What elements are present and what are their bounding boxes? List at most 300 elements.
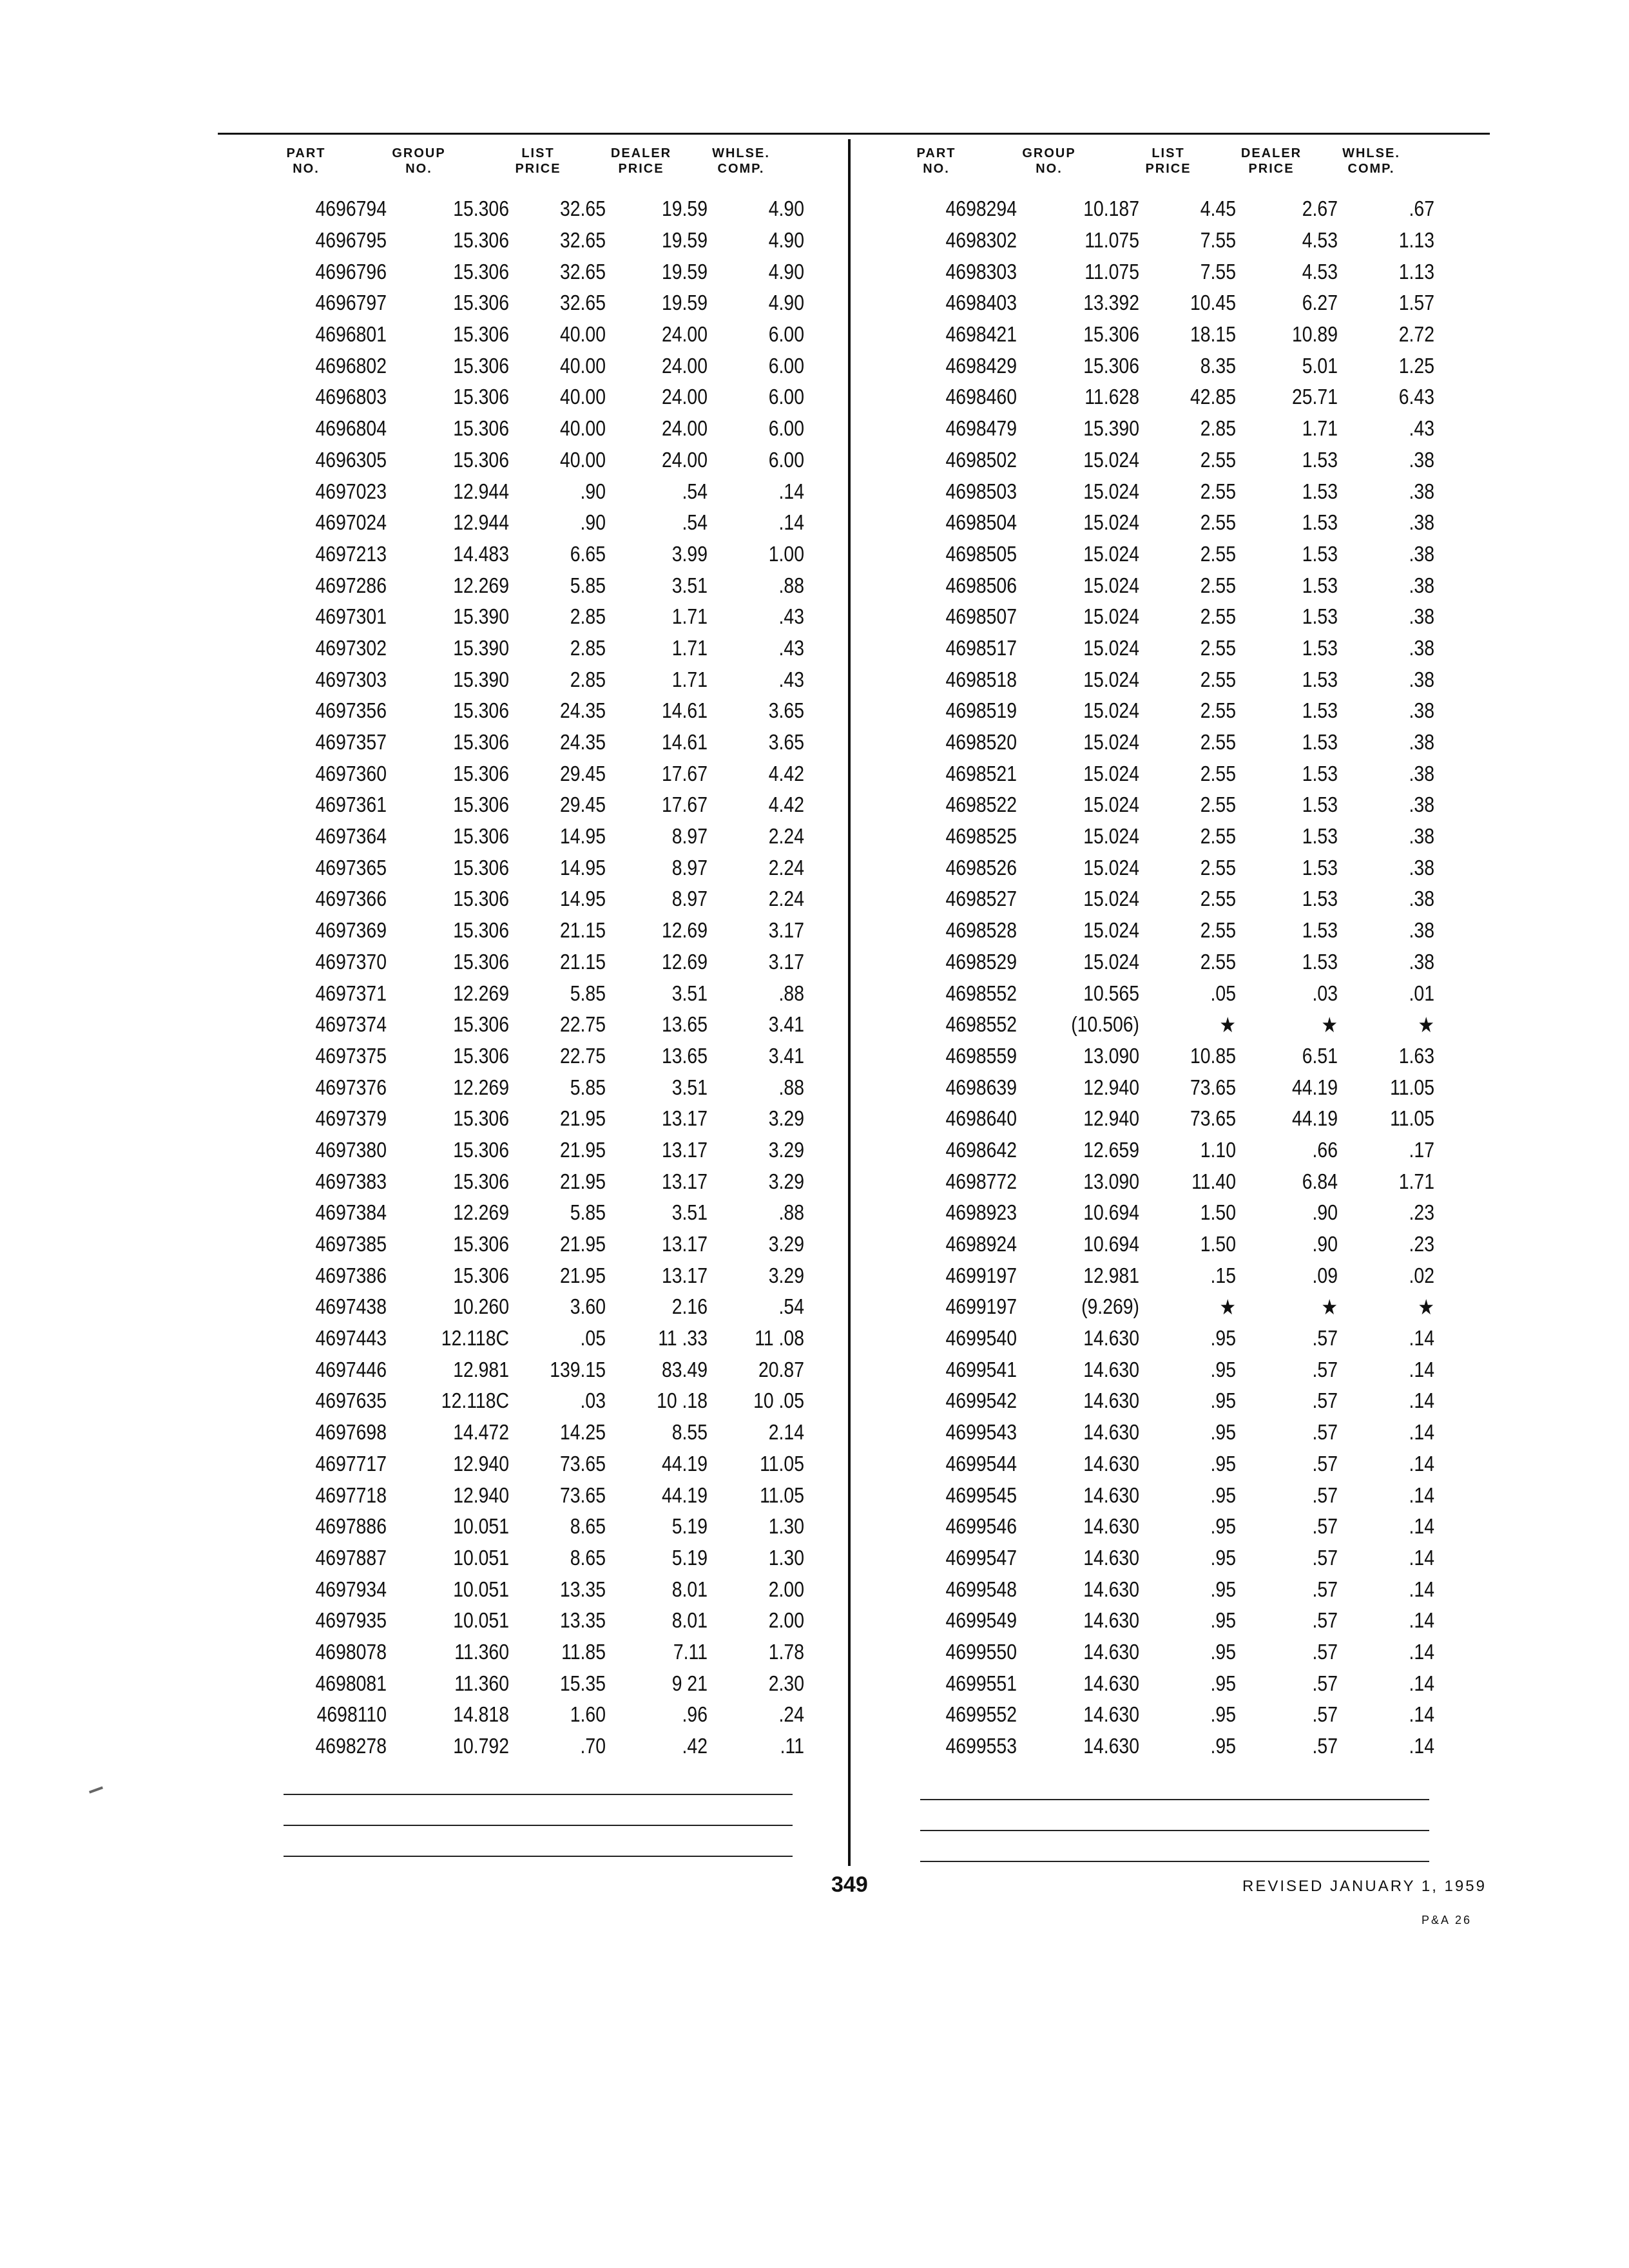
dealer-price-cell: 8.97 — [671, 855, 708, 879]
group-number-cell: 10.051 — [453, 1514, 509, 1539]
whlse-comp-cell: 4.42 — [768, 793, 804, 817]
part-number-cell: 4696801 — [315, 322, 387, 347]
table-row — [258, 915, 804, 947]
part-number-cell: 4698506 — [945, 573, 1017, 597]
group-number-cell: 15.306 — [1083, 322, 1139, 347]
whlse-comp-cell: .14 — [1409, 1326, 1434, 1350]
whlse-comp-cell: 2.24 — [768, 887, 804, 911]
group-number-cell: 10.565 — [1083, 981, 1139, 1005]
table-row — [888, 1637, 1434, 1668]
dealer-price-cell: 17.67 — [661, 761, 708, 785]
left-rows — [258, 193, 804, 1762]
table-row — [258, 381, 804, 413]
table-row — [888, 193, 1434, 225]
table-row — [888, 1731, 1434, 1762]
part-number-cell: 4697371 — [315, 981, 387, 1005]
part-number-cell: 4698081 — [315, 1671, 387, 1695]
dealer-price-cell: 17.67 — [661, 793, 708, 817]
table-row — [888, 852, 1434, 883]
table-row — [258, 727, 804, 758]
left-header-row — [258, 146, 804, 189]
dealer-price-cell: 5.19 — [671, 1514, 708, 1539]
group-number-cell: 15.306 — [453, 1232, 509, 1256]
list-price-cell: 7.55 — [1200, 259, 1236, 284]
whlse-comp-cell: .88 — [778, 1200, 804, 1225]
group-number-cell: 12.659 — [1083, 1137, 1139, 1162]
part-number-cell: 4699197 — [945, 1294, 1017, 1319]
table-row — [888, 883, 1434, 915]
part-number-cell: 4698278 — [315, 1734, 387, 1758]
part-number-cell: 4696804 — [315, 416, 387, 441]
header-dealer-price: DEALER PRICE — [610, 146, 672, 176]
list-price-cell: 4.45 — [1200, 197, 1236, 221]
dealer-price-cell: 1.71 — [671, 604, 708, 629]
list-price-cell: 40.00 — [559, 385, 606, 409]
group-number-cell: 15.306 — [453, 698, 509, 723]
part-number-cell: 4697301 — [315, 604, 387, 629]
group-number-cell: 15.306 — [453, 761, 509, 785]
part-number-cell: 4698520 — [945, 730, 1017, 754]
group-number-cell: 15.024 — [1083, 667, 1139, 691]
table-row — [258, 633, 804, 664]
table-row — [888, 1166, 1434, 1197]
group-number-cell: 12.981 — [453, 1357, 509, 1381]
dealer-price-cell: .57 — [1312, 1639, 1338, 1664]
part-number-cell: 4699548 — [945, 1577, 1017, 1601]
whlse-comp-cell: 20.87 — [758, 1357, 804, 1381]
dealer-price-cell: 10.89 — [1291, 322, 1338, 347]
part-number-cell: 4697383 — [315, 1169, 387, 1193]
group-number-cell: 14.630 — [1083, 1577, 1139, 1601]
part-number-cell: 4699546 — [945, 1514, 1017, 1539]
whlse-comp-cell: 4.42 — [768, 761, 804, 785]
list-price-cell: 8.65 — [570, 1514, 606, 1539]
group-number-cell: 15.390 — [453, 667, 509, 691]
list-price-cell: 21.95 — [559, 1263, 606, 1287]
table-row — [888, 1135, 1434, 1166]
table-row — [888, 539, 1434, 570]
table-row — [888, 1103, 1434, 1135]
part-number-cell: 4697370 — [315, 949, 387, 974]
list-price-cell: 2.55 — [1200, 541, 1236, 566]
list-price-cell: 2.55 — [1200, 447, 1236, 472]
dealer-price-cell: 3.51 — [671, 1075, 708, 1099]
table-row — [888, 445, 1434, 476]
group-number-cell: 14.818 — [453, 1702, 509, 1727]
group-number-cell: 10.051 — [453, 1545, 509, 1570]
list-price-cell: .95 — [1210, 1357, 1236, 1381]
part-number-cell: 4697213 — [315, 541, 387, 566]
group-number-cell: 15.306 — [453, 855, 509, 879]
list-price-cell: 40.00 — [559, 353, 606, 378]
part-number-cell: 4698403 — [945, 291, 1017, 315]
group-number-cell: 14.630 — [1083, 1483, 1139, 1507]
whlse-comp-cell: 1.00 — [768, 541, 804, 566]
list-price-cell: 11.40 — [1191, 1169, 1236, 1193]
dealer-price-cell: 5.01 — [1302, 353, 1338, 378]
list-price-cell: 32.65 — [559, 228, 606, 253]
group-number-cell: 15.024 — [1083, 573, 1139, 597]
list-price-cell: 29.45 — [559, 761, 606, 785]
table-row — [888, 256, 1434, 287]
part-number-cell: 4699553 — [945, 1734, 1017, 1758]
table-row — [888, 413, 1434, 445]
part-number-cell: 4697365 — [315, 855, 387, 879]
column-divider — [848, 139, 851, 1866]
list-price-cell: 2.85 — [1200, 416, 1236, 441]
table-row — [258, 1229, 804, 1260]
table-row — [888, 507, 1434, 539]
dealer-price-cell: 13.17 — [661, 1232, 708, 1256]
table-row — [888, 1417, 1434, 1448]
group-number-cell: 15.024 — [1083, 855, 1139, 879]
list-price-cell: 1.50 — [1200, 1232, 1236, 1256]
group-number-cell: 15.024 — [1083, 824, 1139, 849]
whlse-comp-cell: ★ — [1418, 1012, 1434, 1037]
table-row — [888, 1667, 1434, 1699]
table-row — [888, 381, 1434, 413]
group-number-cell: 15.306 — [453, 1043, 509, 1068]
whlse-comp-cell: .24 — [778, 1702, 804, 1727]
table-row — [888, 977, 1434, 1009]
list-price-cell: 10.85 — [1190, 1043, 1236, 1068]
dealer-price-cell: .57 — [1312, 1420, 1338, 1445]
list-price-cell: .90 — [580, 510, 606, 535]
part-number-cell: 4698529 — [945, 949, 1017, 974]
list-price-cell: 1.60 — [570, 1702, 606, 1727]
list-price-cell: .95 — [1210, 1514, 1236, 1539]
list-price-cell: 5.85 — [570, 1200, 606, 1225]
group-number-cell: 14.630 — [1083, 1514, 1139, 1539]
whlse-comp-cell: .38 — [1409, 887, 1434, 911]
list-price-cell: ★ — [1219, 1294, 1236, 1319]
table-row — [888, 915, 1434, 947]
part-number-cell: 4698526 — [945, 855, 1017, 879]
list-price-cell: 2.55 — [1200, 855, 1236, 879]
part-number-cell: 4698552 — [945, 981, 1017, 1005]
list-price-cell: 73.65 — [559, 1451, 606, 1475]
whlse-comp-cell: 11.05 — [760, 1451, 804, 1475]
list-price-cell: 2.55 — [1200, 761, 1236, 785]
dealer-price-cell: 5.19 — [671, 1545, 708, 1570]
dealer-price-cell: 13.17 — [661, 1137, 708, 1162]
whlse-comp-cell: 1.63 — [1398, 1043, 1434, 1068]
whlse-comp-cell: 2.00 — [768, 1608, 804, 1633]
whlse-comp-cell: 1.78 — [768, 1639, 804, 1664]
list-price-cell: .15 — [1210, 1263, 1236, 1287]
group-number-cell: 14.483 — [453, 541, 509, 566]
part-number-cell: 4696796 — [315, 259, 387, 284]
list-price-cell: 2.85 — [570, 635, 606, 660]
list-price-cell: 8.35 — [1200, 353, 1236, 378]
list-price-cell: 5.85 — [570, 573, 606, 597]
dealer-price-cell: 1.71 — [671, 635, 708, 660]
header-part-no: PART NO. — [916, 146, 956, 176]
blank-entry-line — [920, 1799, 1429, 1800]
part-number-cell: 4696803 — [315, 385, 387, 409]
group-number-cell: 15.306 — [453, 1169, 509, 1193]
whlse-comp-cell: .14 — [1409, 1483, 1434, 1507]
dealer-price-cell: .54 — [682, 510, 708, 535]
group-number-cell: 13.392 — [1083, 291, 1139, 315]
list-price-cell: .95 — [1210, 1326, 1236, 1350]
dealer-price-cell: 1.53 — [1302, 635, 1338, 660]
group-number-cell: 15.306 — [453, 1137, 509, 1162]
whlse-comp-cell: 2.30 — [768, 1671, 804, 1695]
part-number-cell: 4699541 — [945, 1357, 1017, 1381]
whlse-comp-cell: 1.71 — [1398, 1169, 1434, 1193]
dealer-price-cell: 7.11 — [673, 1639, 708, 1664]
list-price-cell: 2.85 — [570, 667, 606, 691]
table-row — [888, 1260, 1434, 1291]
table-row — [258, 287, 804, 319]
blank-entry-line — [284, 1794, 793, 1795]
list-price-cell: 21.95 — [559, 1169, 606, 1193]
header-whlse-comp: WHLSE. COMP. — [712, 146, 770, 176]
dealer-price-cell: 6.27 — [1302, 291, 1338, 315]
whlse-comp-cell: 6.00 — [768, 447, 804, 472]
whlse-comp-cell: 3.29 — [768, 1137, 804, 1162]
table-row — [258, 1699, 804, 1731]
table-row — [258, 947, 804, 978]
group-number-cell: 10.260 — [453, 1294, 509, 1319]
list-price-cell: 2.55 — [1200, 824, 1236, 849]
left-price-table — [258, 146, 804, 1762]
list-price-cell: 21.15 — [559, 918, 606, 943]
table-row — [888, 476, 1434, 507]
whlse-comp-cell: .14 — [1409, 1608, 1434, 1633]
table-row — [888, 319, 1434, 351]
part-number-cell: 4698521 — [945, 761, 1017, 785]
whlse-comp-cell: .14 — [778, 479, 804, 503]
part-number-cell: 4697376 — [315, 1075, 387, 1099]
table-row — [258, 539, 804, 570]
group-number-cell: 15.306 — [453, 228, 509, 253]
table-row — [258, 852, 804, 883]
dealer-price-cell: 24.00 — [661, 353, 708, 378]
list-price-cell: 73.65 — [559, 1483, 606, 1507]
list-price-cell: 2.55 — [1200, 604, 1236, 629]
whlse-comp-cell: 11.05 — [1390, 1106, 1434, 1131]
part-number-cell: 4699551 — [945, 1671, 1017, 1695]
dealer-price-cell: .57 — [1312, 1608, 1338, 1633]
group-number-cell: 12.269 — [453, 573, 509, 597]
list-price-cell: .05 — [1210, 981, 1236, 1005]
dealer-price-cell: 24.00 — [661, 322, 708, 347]
table-row — [258, 1511, 804, 1542]
group-number-cell: 14.630 — [1083, 1545, 1139, 1570]
whlse-comp-cell: 10 .05 — [753, 1389, 804, 1413]
revision-date: REVISED JANUARY 1, 1959 — [1242, 1878, 1487, 1895]
table-row — [888, 350, 1434, 381]
dealer-price-cell: 44.19 — [661, 1451, 708, 1475]
list-price-cell: 22.75 — [559, 1043, 606, 1068]
dealer-price-cell: 6.51 — [1302, 1043, 1338, 1068]
dealer-price-cell: 1.53 — [1302, 855, 1338, 879]
group-number-cell: 15.024 — [1083, 887, 1139, 911]
table-row — [888, 1009, 1434, 1041]
dealer-price-cell: 25.71 — [1291, 385, 1338, 409]
part-number-cell: 4696305 — [315, 447, 387, 472]
table-row — [258, 1542, 804, 1574]
dealer-price-cell: 2.16 — [671, 1294, 708, 1319]
part-number-cell: 4697886 — [315, 1514, 387, 1539]
whlse-comp-cell: 6.00 — [768, 353, 804, 378]
whlse-comp-cell: 1.30 — [768, 1514, 804, 1539]
whlse-comp-cell: .67 — [1409, 197, 1434, 221]
dealer-price-cell: 1.71 — [1302, 416, 1338, 441]
group-number-cell: 15.306 — [453, 385, 509, 409]
list-price-cell: 73.65 — [1190, 1075, 1236, 1099]
part-number-cell: 4697364 — [315, 824, 387, 849]
whlse-comp-cell: .02 — [1409, 1263, 1434, 1287]
part-number-cell: 4697446 — [315, 1357, 387, 1381]
dealer-price-cell: 9 21 — [671, 1671, 708, 1695]
list-price-cell: 42.85 — [1190, 385, 1236, 409]
table-row — [258, 193, 804, 225]
whlse-comp-cell: 3.29 — [768, 1106, 804, 1131]
dealer-price-cell: .03 — [1312, 981, 1338, 1005]
table-row — [258, 1667, 804, 1699]
table-row — [258, 413, 804, 445]
list-price-cell: .90 — [580, 479, 606, 503]
part-number-cell: 4698519 — [945, 698, 1017, 723]
whlse-comp-cell: 6.43 — [1398, 385, 1434, 409]
group-number-cell: 12.269 — [453, 1200, 509, 1225]
whlse-comp-cell: .14 — [778, 510, 804, 535]
part-number-cell: 4698504 — [945, 510, 1017, 535]
group-number-cell: 15.306 — [453, 353, 509, 378]
table-row — [258, 1197, 804, 1229]
part-number-cell: 4696802 — [315, 353, 387, 378]
dealer-price-cell: 1.53 — [1302, 479, 1338, 503]
group-number-cell: 11.360 — [454, 1671, 509, 1695]
whlse-comp-cell: 4.90 — [768, 228, 804, 253]
whlse-comp-cell: 3.17 — [768, 949, 804, 974]
dealer-price-cell: 44.19 — [1291, 1106, 1338, 1131]
list-price-cell: .70 — [580, 1734, 606, 1758]
dealer-price-cell: 3.51 — [671, 573, 708, 597]
group-number-cell: 15.024 — [1083, 604, 1139, 629]
dealer-price-cell: 4.53 — [1302, 259, 1338, 284]
table-row — [258, 1166, 804, 1197]
whlse-comp-cell: .88 — [778, 1075, 804, 1099]
part-number-cell: 4697443 — [315, 1326, 387, 1350]
list-price-cell: .95 — [1210, 1545, 1236, 1570]
dealer-price-cell: 13.17 — [661, 1169, 708, 1193]
whlse-comp-cell: .23 — [1409, 1200, 1434, 1225]
part-number-cell: 4697375 — [315, 1043, 387, 1068]
list-price-cell: .95 — [1210, 1451, 1236, 1475]
whlse-comp-cell: .14 — [1409, 1577, 1434, 1601]
part-number-cell: 4697360 — [315, 761, 387, 785]
part-number-cell: 4697023 — [315, 479, 387, 503]
blank-entry-line — [284, 1825, 793, 1826]
table-row — [258, 507, 804, 539]
table-row — [888, 1354, 1434, 1385]
right-header-row — [888, 146, 1434, 189]
dealer-price-cell: 2.67 — [1302, 197, 1338, 221]
dealer-price-cell: .57 — [1312, 1702, 1338, 1727]
right-rows — [888, 193, 1434, 1762]
part-number-cell: 4698507 — [945, 604, 1017, 629]
dealer-price-cell: 24.00 — [661, 447, 708, 472]
part-number-cell: 4697718 — [315, 1483, 387, 1507]
dealer-price-cell: 1.53 — [1302, 761, 1338, 785]
table-row — [258, 977, 804, 1009]
part-number-cell: 4698429 — [945, 353, 1017, 378]
dealer-price-cell: 11 .33 — [658, 1326, 708, 1350]
group-number-cell: 14.630 — [1083, 1639, 1139, 1664]
list-price-cell: 1.10 — [1200, 1137, 1236, 1162]
group-number-cell: 14.472 — [453, 1420, 509, 1445]
group-number-cell: 15.306 — [453, 197, 509, 221]
part-number-cell: 4697366 — [315, 887, 387, 911]
dealer-price-cell: ★ — [1321, 1294, 1338, 1319]
group-number-cell: 15.306 — [453, 949, 509, 974]
dealer-price-cell: 8.97 — [671, 887, 708, 911]
whlse-comp-cell: 11.05 — [760, 1483, 804, 1507]
whlse-comp-cell: .43 — [1409, 416, 1434, 441]
table-row — [258, 1323, 804, 1354]
whlse-comp-cell: 6.00 — [768, 416, 804, 441]
table-row — [258, 1072, 804, 1103]
part-number-cell: 4698518 — [945, 667, 1017, 691]
dealer-price-cell: 3.51 — [671, 981, 708, 1005]
whlse-comp-cell: .38 — [1409, 573, 1434, 597]
whlse-comp-cell: .14 — [1409, 1514, 1434, 1539]
group-number-cell: 11.075 — [1084, 228, 1139, 253]
whlse-comp-cell: .43 — [778, 667, 804, 691]
list-price-cell: 2.55 — [1200, 573, 1236, 597]
group-number-cell: 13.090 — [1083, 1043, 1139, 1068]
whlse-comp-cell: 11 .08 — [755, 1326, 804, 1350]
table-row — [258, 1135, 804, 1166]
dealer-price-cell: 19.59 — [661, 228, 708, 253]
group-number-cell: 10.694 — [1083, 1232, 1139, 1256]
list-price-cell: .95 — [1210, 1389, 1236, 1413]
table-row — [888, 1542, 1434, 1574]
table-row — [258, 758, 804, 789]
whlse-comp-cell: 4.90 — [768, 291, 804, 315]
dealer-price-cell: 19.59 — [661, 291, 708, 315]
table-row — [258, 225, 804, 256]
dealer-price-cell: 12.69 — [661, 949, 708, 974]
part-number-cell: 4697384 — [315, 1200, 387, 1225]
table-row — [888, 225, 1434, 256]
dealer-price-cell: 8.01 — [671, 1577, 708, 1601]
whlse-comp-cell: .14 — [1409, 1357, 1434, 1381]
part-number-cell: 4697286 — [315, 573, 387, 597]
part-number-cell: 4697357 — [315, 730, 387, 754]
group-number-cell: 15.024 — [1083, 510, 1139, 535]
dealer-price-cell: 1.53 — [1302, 510, 1338, 535]
group-number-cell: (9.269) — [1081, 1294, 1139, 1319]
table-row — [888, 1573, 1434, 1605]
group-number-cell: 10.051 — [453, 1577, 509, 1601]
list-price-cell: 2.55 — [1200, 793, 1236, 817]
table-row — [258, 445, 804, 476]
part-number-cell: 4697887 — [315, 1545, 387, 1570]
dealer-price-cell: 1.53 — [1302, 667, 1338, 691]
group-number-cell: 10.051 — [453, 1608, 509, 1633]
group-number-cell: 15.390 — [453, 604, 509, 629]
whlse-comp-cell: 3.29 — [768, 1169, 804, 1193]
table-row — [258, 821, 804, 852]
dealer-price-cell: 1.53 — [1302, 541, 1338, 566]
list-price-cell: 1.50 — [1200, 1200, 1236, 1225]
group-number-cell: 13.090 — [1083, 1169, 1139, 1193]
